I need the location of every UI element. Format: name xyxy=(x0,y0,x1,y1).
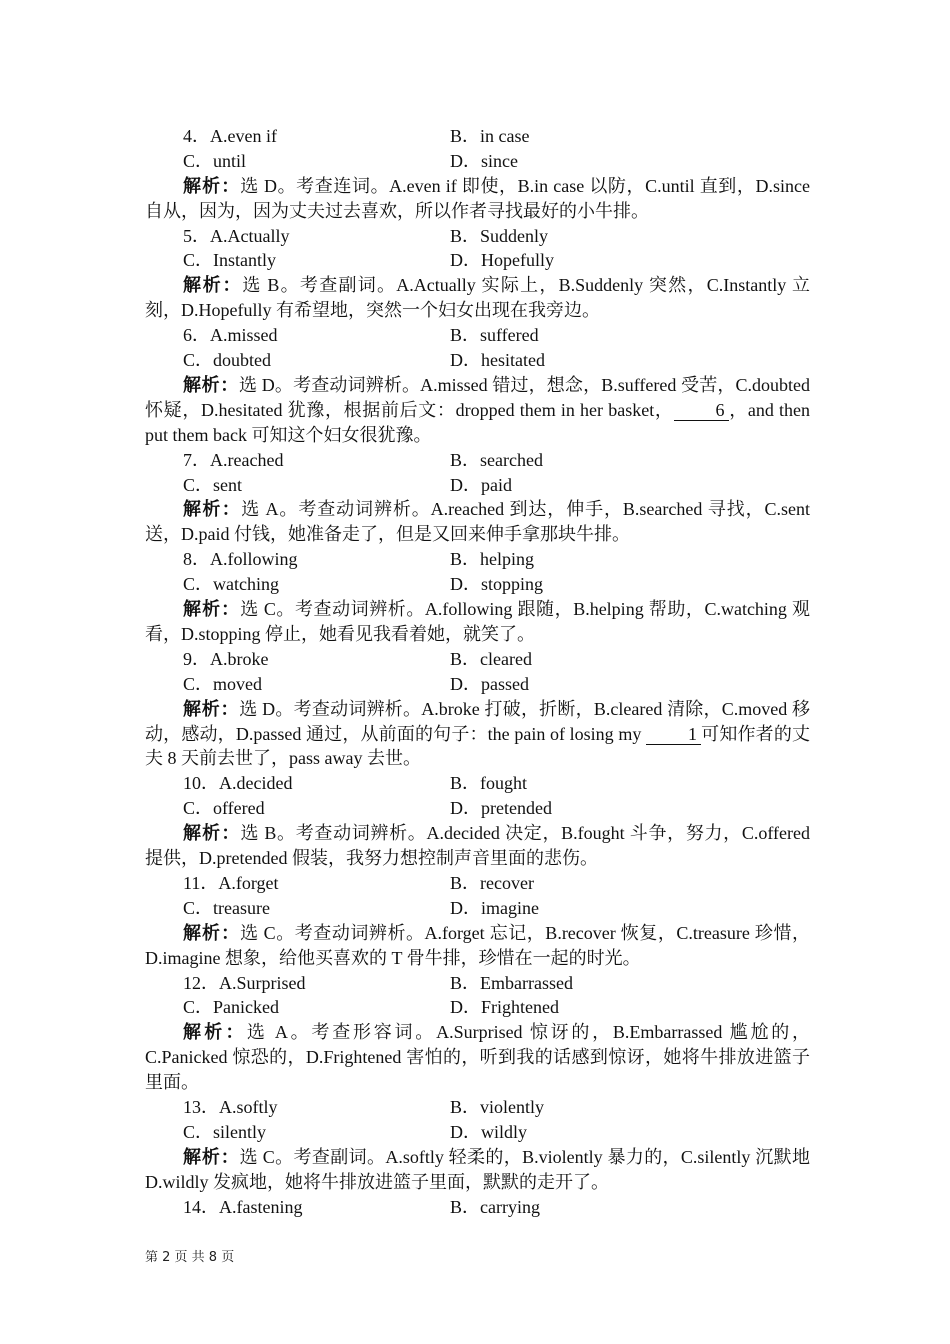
question-block xyxy=(145,547,810,647)
explanation-text: 选 C。考查动词辨析。A.forget 忘记，B.recover 恢复，C.treasure 珍惜，D.imagine 想象，给他买喜欢的 T 骨牛排，珍惜在一起的时光。 xyxy=(145,922,810,968)
explanation-text: 选 D。考查动词辨析。A.missed 错过，想念，B.suffered 受苦，C.doubted 怀疑，D.hesitated 犹豫，根据前后文：dropped them in her basket， xyxy=(145,374,811,420)
question-block xyxy=(145,224,810,324)
option-left: C．silently xyxy=(183,1121,267,1142)
option-row xyxy=(145,323,810,348)
option-left: C．offered xyxy=(183,798,265,819)
option-row xyxy=(145,149,810,174)
option-left: C．moved xyxy=(183,673,262,694)
explanation-text: 选 C。考查动词辨析。A.following 跟随，B.helping 帮助，C.watching 观看，D.stopping 停止，她看见我看着她，就笑了。 xyxy=(145,599,811,644)
option-left: C．until xyxy=(183,150,247,171)
option-row xyxy=(145,1095,810,1120)
option-row xyxy=(145,896,810,921)
option-row xyxy=(145,224,810,249)
explanation-text: 选 B。考查副词。A.Actually 实际上，B.Suddenly 突然，C.Instantly 立刻，D.Hopefully 有希望地，突然一个妇女出现在我旁边。 xyxy=(145,275,810,321)
explanation-label: 解析： xyxy=(183,1022,247,1043)
option-right: D．pretended xyxy=(450,798,552,819)
explanation xyxy=(145,373,810,448)
question-block xyxy=(145,124,810,224)
option-right: D．passed xyxy=(450,673,529,694)
option-row xyxy=(145,547,810,572)
option-row xyxy=(145,348,810,373)
option-row xyxy=(145,1195,810,1220)
explanation-label: 解析： xyxy=(183,823,241,844)
explanation-text: 选 C。考查副词。A.softly 轻柔的，B.violently 暴力的，C.silently 沉默地 D.wildly 发疯地，她将牛排放进篮子里面，默默的走开了。 xyxy=(145,1146,810,1192)
option-left: C．Panicked xyxy=(183,997,279,1018)
blank-number: 6 xyxy=(674,400,729,421)
explanation-text-cont: ，and then put them back 可知这个妇女很犹豫。 xyxy=(145,399,811,445)
option-right: B．cleared xyxy=(450,648,532,669)
explanation xyxy=(145,1020,810,1095)
option-row xyxy=(145,124,810,149)
option-row xyxy=(145,248,810,273)
explanation xyxy=(145,921,810,971)
option-right: B．carrying xyxy=(450,1196,540,1217)
explanation-label: 解析： xyxy=(183,499,242,520)
explanation xyxy=(145,273,810,323)
option-row xyxy=(145,871,810,896)
option-row xyxy=(145,771,810,796)
option-right: D．paid xyxy=(450,474,512,495)
question-block xyxy=(145,971,810,1096)
option-right: D．hesitated xyxy=(450,350,545,371)
option-right: D．imagine xyxy=(450,897,539,918)
explanation-text: 选 A。考查动词辨析。A.reached 到达，伸手，B.searched 寻找，C.sent 送，D.paid 付钱，她准备走了，但是又回来伸手拿那块牛排。 xyxy=(145,499,810,545)
option-row xyxy=(145,672,810,697)
option-left: C．watching xyxy=(183,574,279,595)
option-right: D．since xyxy=(450,150,518,171)
option-row xyxy=(145,796,810,821)
option-right: D．stopping xyxy=(450,574,544,595)
explanation-label: 解析： xyxy=(183,374,239,395)
option-row xyxy=(145,473,810,498)
option-left: C．Instantly xyxy=(183,250,276,271)
explanation xyxy=(145,597,810,647)
explanation-label: 解析： xyxy=(183,1146,240,1167)
option-right: B．Embarrassed xyxy=(450,972,573,993)
question-block xyxy=(145,871,810,971)
explanation-text: 选 B。考查动词辨析。A.decided 决定，B.fought 斗争，努力，C.offered 提供，D.pretended 假装，我努力想控制声音里面的悲伤。 xyxy=(145,823,810,869)
option-left: 10．A.decided xyxy=(183,773,293,794)
question-block xyxy=(145,1095,810,1195)
option-row xyxy=(145,572,810,597)
option-left: 5．A.Actually xyxy=(183,225,290,246)
option-left: 8．A.following xyxy=(183,549,298,570)
explanation-label: 解析： xyxy=(183,275,243,296)
option-right: D．Hopefully xyxy=(450,250,554,271)
option-left: 14．A.fastening xyxy=(183,1196,303,1217)
option-left: 6．A.missed xyxy=(183,325,278,346)
explanation xyxy=(145,1145,810,1195)
option-left: C．doubted xyxy=(183,350,271,371)
question-block xyxy=(145,771,810,871)
option-row xyxy=(145,995,810,1020)
option-left: 13．A.softly xyxy=(183,1097,278,1118)
explanation-text: 选 A。考查形容词。A.Surprised 惊讶的，B.Embarrassed 尴尬的，C.Panicked 惊恐的，D.Frightened 害怕的，听到我的话感到惊讶，她将牛排放进篮子里面。 xyxy=(145,1022,810,1093)
explanation-label: 解析： xyxy=(183,698,240,719)
option-right: B．suffered xyxy=(450,325,539,346)
option-right: D．wildly xyxy=(450,1121,528,1142)
explanation xyxy=(145,697,810,772)
blank-number: 1 xyxy=(646,724,701,745)
question-block xyxy=(145,323,810,448)
option-row xyxy=(145,1120,810,1145)
option-row xyxy=(145,647,810,672)
explanation-text: 选 D。考查连词。A.even if 即使，B.in case 以防，C.until 直到，D.since 自从，因为，因为丈夫过去喜欢，所以作者寻找最好的小牛排。 xyxy=(145,175,810,221)
option-right: B．searched xyxy=(450,449,543,470)
option-left: 7．A.reached xyxy=(183,449,284,470)
explanation xyxy=(145,497,810,547)
option-left: C．sent xyxy=(183,474,243,495)
option-row xyxy=(145,448,810,473)
explanation-label: 解析： xyxy=(183,599,241,620)
option-right: D．Frightened xyxy=(450,997,559,1018)
option-row xyxy=(145,971,810,996)
page-footer: 第 2 页 共 8 页 xyxy=(145,1250,235,1265)
explanation-text: 选 D。考查动词辨析。A.broke 打破，折断，B.cleared 清除，C.moved 移动，感动，D.passed 通过，从前面的句子：the pain of losing my xyxy=(145,698,810,744)
option-left: 12．A.Surprised xyxy=(183,972,306,993)
option-right: B．violently xyxy=(450,1097,544,1118)
option-right: B．fought xyxy=(450,773,528,794)
option-right: B．helping xyxy=(450,549,534,570)
explanation-text-cont: 可知作者的丈夫 8 天前去世了，pass away 去世。 xyxy=(145,723,811,769)
option-left: 11．A.forget xyxy=(183,872,279,893)
option-right: B．Suddenly xyxy=(450,225,549,246)
option-right: B．in case xyxy=(450,126,530,146)
explanation-label: 解析： xyxy=(183,922,241,943)
option-right: B．recover xyxy=(450,872,534,893)
option-left: C．treasure xyxy=(183,897,270,918)
question-block xyxy=(145,448,810,548)
explanation xyxy=(145,821,810,871)
explanation-label: 解析： xyxy=(183,175,241,196)
question-block xyxy=(145,647,810,772)
option-left: 9．A.broke xyxy=(183,648,269,669)
explanation xyxy=(145,174,810,224)
option-left: 4．A.even if xyxy=(183,126,277,146)
question-list xyxy=(145,124,810,1220)
